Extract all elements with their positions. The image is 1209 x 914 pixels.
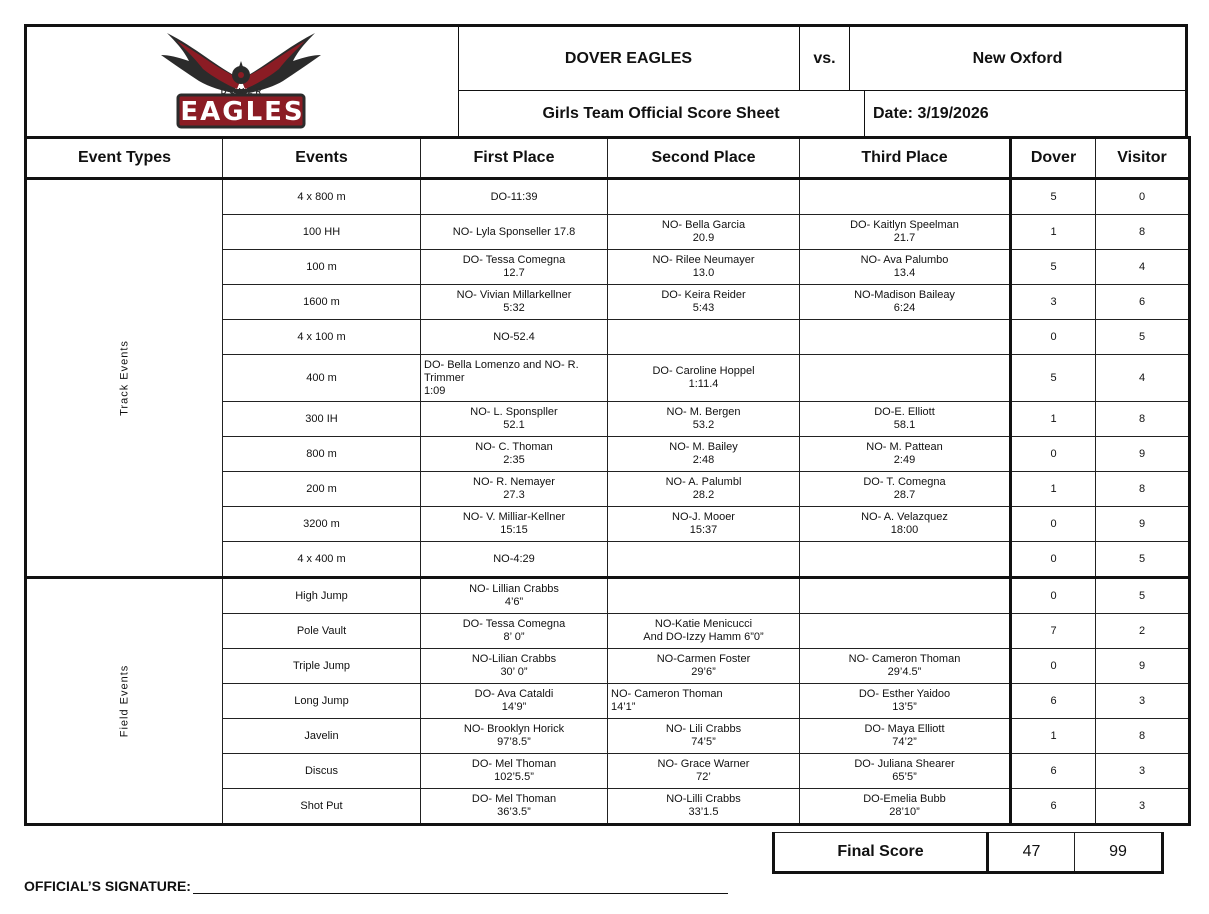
second-place (608, 719, 800, 754)
col-visitor: Visitor (1096, 138, 1190, 179)
second-place-line: NO-J. Mooer (672, 511, 735, 523)
third-place-line: DO-E. Elliott (874, 406, 935, 418)
table-row (26, 179, 1190, 215)
visitor-points: 3 (1096, 754, 1190, 789)
signature-label: OFFICIAL’S SIGNATURE: (24, 878, 191, 894)
track-events-category (26, 179, 223, 578)
third-place (800, 472, 1011, 507)
col-event-types: Event Types (26, 138, 223, 179)
first-place-line: 8’ 0” (503, 631, 525, 643)
second-place-line: 2:48 (692, 454, 715, 466)
event-name: 400 m (223, 355, 421, 402)
first-place (421, 614, 608, 649)
second-place-line: 72’ (696, 771, 711, 783)
event-name: Shot Put (223, 789, 421, 825)
second-place-line: 53.2 (692, 419, 715, 431)
second-place (608, 614, 800, 649)
first-place-line: 12.7 (503, 267, 525, 279)
event-name: 100 HH (223, 215, 421, 250)
visitor-points: 5 (1096, 542, 1190, 578)
first-place-line: 2:35 (503, 454, 525, 466)
third-place-line: NO- A. Velazquez (861, 511, 948, 523)
third-place-line: 13.4 (893, 267, 916, 279)
third-place (800, 789, 1011, 825)
third-place-line: DO- Esther Yaidoo (858, 688, 951, 700)
first-place-line: NO- V. Milliar-Kellner (462, 511, 566, 523)
final-score-dover: 47 (988, 833, 1075, 873)
visitor-points: 9 (1096, 649, 1190, 684)
final-score-visitor: 99 (1075, 833, 1163, 873)
third-place (800, 614, 1011, 649)
logo-big-text: EAGLES (180, 97, 305, 127)
second-place-line: DO- Caroline Hoppel (652, 365, 755, 377)
first-place (421, 320, 608, 355)
third-place (800, 437, 1011, 472)
visitor-points: 0 (1096, 179, 1190, 215)
first-place-line: 14’9” (501, 701, 527, 713)
second-place-line: NO- M. Bergen (666, 406, 741, 418)
third-place-line: 18:00 (890, 524, 919, 536)
third-place-line: NO- M. Pattean (866, 441, 943, 453)
dover-points: 1 (1011, 472, 1096, 507)
first-place-line: 30’ 0” (500, 666, 528, 678)
visitor-points: 9 (1096, 437, 1190, 472)
third-place (800, 542, 1011, 578)
visitor-points: 2 (1096, 614, 1190, 649)
first-place (421, 250, 608, 285)
event-name: Javelin (223, 719, 421, 754)
first-place-line: DO- Ava Cataldi (474, 688, 554, 700)
first-place (421, 542, 608, 578)
field-category-label: Field Events (118, 664, 130, 738)
dover-points: 1 (1011, 215, 1096, 250)
track-category-label: Track Events (118, 340, 130, 416)
third-place (800, 754, 1011, 789)
third-place-line: NO- Ava Palumbo (860, 254, 949, 266)
first-place-line: DO-11:39 (490, 190, 538, 203)
third-place (800, 285, 1011, 320)
visitor-points: 3 (1096, 789, 1190, 825)
logo-small-text: DOVER (220, 87, 265, 96)
second-place (608, 507, 800, 542)
event-name: 300 IH (223, 402, 421, 437)
vs-label: vs. (800, 27, 850, 91)
third-place-line: 2:49 (893, 454, 916, 466)
event-name: 1600 m (223, 285, 421, 320)
dover-points: 6 (1011, 789, 1096, 825)
first-place-line: DO- Tessa Comegna (462, 254, 566, 266)
first-place (421, 285, 608, 320)
second-place (608, 754, 800, 789)
score-table (24, 136, 1191, 826)
dover-points: 1 (1011, 402, 1096, 437)
second-place (608, 179, 800, 215)
dover-points: 0 (1011, 578, 1096, 614)
third-place (800, 719, 1011, 754)
second-place-line: 1:11.4 (688, 378, 719, 390)
third-place-line: 58.1 (893, 419, 916, 431)
third-place (800, 215, 1011, 250)
third-place-line: 21.7 (893, 232, 916, 244)
field-events-category (26, 578, 223, 825)
third-place-line: NO-Madison Baileay (854, 289, 955, 301)
second-place-line: DO- Keira Reider (661, 289, 746, 301)
visitor-points: 8 (1096, 472, 1190, 507)
opponent-team: New Oxford (850, 27, 1185, 91)
first-place-line: 27.3 (503, 489, 525, 501)
second-place (608, 285, 800, 320)
second-place-line: 14’1” (611, 701, 636, 713)
dover-eagles-logo (27, 27, 459, 136)
event-name: Triple Jump (223, 649, 421, 684)
first-place-line: 36’3.5” (497, 806, 531, 818)
event-name: 4 x 100 m (223, 320, 421, 355)
second-place-line: 13.0 (692, 267, 715, 279)
visitor-points: 8 (1096, 719, 1190, 754)
event-name: 4 x 800 m (223, 179, 421, 215)
visitor-points: 5 (1096, 320, 1190, 355)
second-place (608, 355, 800, 402)
second-place-line: NO- A. Palumbl (665, 476, 742, 488)
dover-points: 3 (1011, 285, 1096, 320)
col-dover: Dover (1011, 138, 1096, 179)
event-name: 200 m (223, 472, 421, 507)
first-place (421, 684, 608, 719)
first-place-line: DO- Mel Thoman (471, 793, 557, 805)
first-place-line: NO- C. Thoman (475, 441, 553, 453)
dover-points: 1 (1011, 719, 1096, 754)
third-place-line: 29’4.5” (887, 666, 922, 678)
first-place (421, 402, 608, 437)
visitor-points: 5 (1096, 578, 1190, 614)
first-place-line: DO- Bella Lomenzo and NO- R. (424, 358, 579, 371)
third-place (800, 320, 1011, 355)
second-place-line: 5:43 (692, 302, 715, 314)
score-sheet (24, 24, 1188, 826)
event-name: Long Jump (223, 684, 421, 719)
first-place-line: 5:32 (503, 302, 525, 314)
third-place-line: DO- Maya Elliott (864, 723, 945, 735)
header (24, 24, 1188, 136)
visitor-points: 4 (1096, 355, 1190, 402)
first-place (421, 507, 608, 542)
dover-points: 0 (1011, 542, 1096, 578)
third-place (800, 649, 1011, 684)
third-place-line: NO- Cameron Thoman (848, 653, 961, 665)
first-place-line: 97’8.5” (497, 736, 531, 748)
first-place (421, 215, 608, 250)
second-place-line: NO- Lili Crabbs (665, 723, 742, 735)
dover-points: 6 (1011, 754, 1096, 789)
second-place-line: NO- Rilee Neumayer (652, 254, 755, 266)
second-place-line: NO- Bella Garcia (661, 219, 746, 231)
third-place-line: 28’10” (889, 806, 920, 818)
event-name: Pole Vault (223, 614, 421, 649)
third-place (800, 402, 1011, 437)
first-place-line: DO- Mel Thoman (471, 758, 557, 770)
col-events: Events (223, 138, 421, 179)
event-name: Discus (223, 754, 421, 789)
first-place-line: NO- L. Sponspller (470, 406, 558, 418)
first-place-line: NO-52.4 (493, 330, 535, 343)
event-name: 100 m (223, 250, 421, 285)
second-place-line: 33’1.5 (688, 806, 719, 818)
third-place (800, 250, 1011, 285)
first-place (421, 719, 608, 754)
third-place-line: DO- Kaitlyn Speelman (850, 219, 959, 231)
first-place-line: NO-Lilian Crabbs (471, 653, 557, 665)
col-third-place: Third Place (800, 138, 1011, 179)
dover-points: 0 (1011, 437, 1096, 472)
second-place (608, 649, 800, 684)
table-row (26, 578, 1190, 614)
first-place-line: 15:15 (500, 524, 528, 536)
third-place (800, 355, 1011, 402)
first-place (421, 649, 608, 684)
first-place-line: NO- Vivian Millarkellner (456, 289, 572, 301)
first-place-line: 52.1 (503, 419, 525, 431)
visitor-points: 6 (1096, 285, 1190, 320)
home-team: DOVER EAGLES (458, 27, 800, 91)
third-place-line: 13’5” (892, 701, 917, 713)
dover-points: 7 (1011, 614, 1096, 649)
column-headers (26, 138, 1190, 179)
third-place (800, 507, 1011, 542)
event-name: 800 m (223, 437, 421, 472)
signature-line[interactable] (193, 879, 728, 894)
second-place (608, 684, 800, 719)
first-place-line: 102’5.5” (494, 771, 534, 783)
second-place (608, 215, 800, 250)
dover-points: 6 (1011, 684, 1096, 719)
first-place (421, 578, 608, 614)
event-name: High Jump (223, 578, 421, 614)
second-place-line: 15:37 (689, 524, 718, 536)
second-place-line: NO-Katie Menicucci (654, 618, 753, 630)
first-place-line: 1:09 (424, 384, 446, 397)
first-place-line: NO-4:29 (493, 552, 535, 565)
second-place-line: NO-Lilli Crabbs (666, 793, 741, 805)
first-place-line: Trimmer (424, 371, 465, 384)
third-place-line: DO- T. Comegna (863, 476, 946, 488)
second-place-line: And DO-Izzy Hamm 6”0” (643, 631, 764, 643)
second-place (608, 542, 800, 578)
first-place (421, 754, 608, 789)
second-place (608, 320, 800, 355)
second-place (608, 578, 800, 614)
first-place-line: 4’6” (504, 596, 524, 608)
second-place (608, 789, 800, 825)
dover-points: 5 (1011, 355, 1096, 402)
col-second-place: Second Place (608, 138, 800, 179)
third-place (800, 684, 1011, 719)
dover-points: 5 (1011, 250, 1096, 285)
second-place-line: 20.9 (692, 232, 715, 244)
first-place-line: NO- Brooklyn Horick (463, 723, 565, 735)
first-place (421, 355, 608, 402)
third-place-line: 74’2” (892, 736, 917, 748)
second-place-line: NO- M. Bailey (669, 441, 738, 453)
col-first-place: First Place (421, 138, 608, 179)
visitor-points: 8 (1096, 215, 1190, 250)
second-place (608, 437, 800, 472)
visitor-points: 3 (1096, 684, 1190, 719)
event-name: 4 x 400 m (223, 542, 421, 578)
dover-points: 0 (1011, 649, 1096, 684)
first-place (421, 179, 608, 215)
first-place-line: NO- R. Nemayer (473, 476, 555, 488)
third-place-line: 6:24 (893, 302, 916, 314)
final-score-table (772, 832, 1164, 874)
third-place-line: DO-Emelia Bubb (863, 793, 946, 805)
final-score-label: Final Score (774, 833, 988, 873)
second-place (608, 472, 800, 507)
meet-date: Date: 3/19/2026 (873, 104, 989, 122)
visitor-points: 8 (1096, 402, 1190, 437)
sheet-title: Girls Team Official Score Sheet (458, 91, 865, 136)
visitor-points: 9 (1096, 507, 1190, 542)
first-place (421, 437, 608, 472)
second-place-line: NO- Grace Warner (657, 758, 750, 770)
first-place (421, 472, 608, 507)
second-place-line: 29’6” (691, 666, 716, 678)
first-place (421, 789, 608, 825)
third-place (800, 578, 1011, 614)
third-place (800, 179, 1011, 215)
dover-points: 5 (1011, 179, 1096, 215)
second-place (608, 250, 800, 285)
visitor-points: 4 (1096, 250, 1190, 285)
dover-points: 0 (1011, 507, 1096, 542)
second-place-line: NO-Carmen Foster (656, 653, 751, 665)
first-place-line: DO- Tessa Comegna (462, 618, 566, 630)
third-place-line: DO- Juliana Shearer (854, 758, 955, 770)
third-place-line: 28.7 (893, 489, 916, 501)
third-place-line: 65’5” (892, 771, 917, 783)
second-place (608, 402, 800, 437)
event-name: 3200 m (223, 507, 421, 542)
second-place-line: 28.2 (692, 489, 715, 501)
first-place-line: NO- Lyla Sponseller 17.8 (452, 225, 576, 238)
dover-points: 0 (1011, 320, 1096, 355)
first-place-line: NO- Lillian Crabbs (469, 583, 559, 595)
second-place-line: NO- Cameron Thoman (611, 688, 723, 700)
second-place-line: 74’5” (691, 736, 716, 748)
signature-area (24, 878, 728, 894)
